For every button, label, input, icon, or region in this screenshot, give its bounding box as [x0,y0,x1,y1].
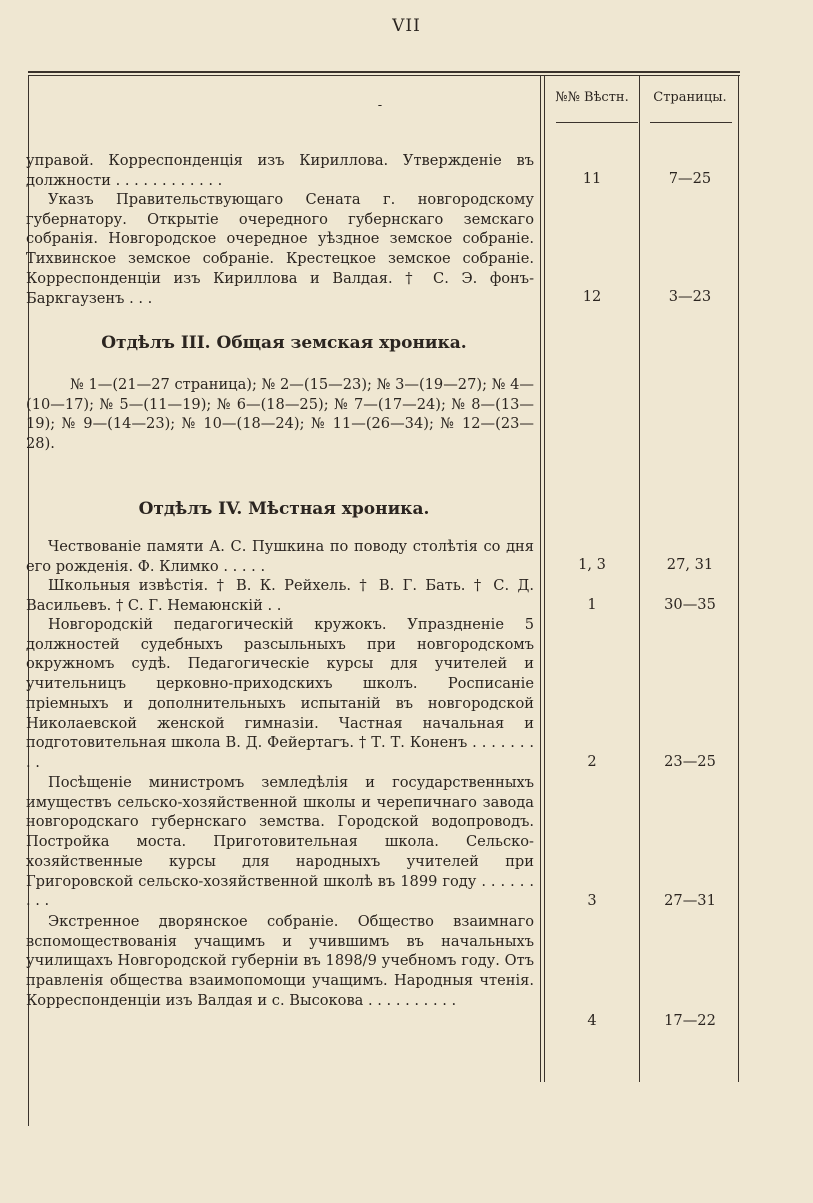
header-dash: - [377,98,383,113]
entry-vestnik: 11 [582,170,602,187]
entry-vestnik: 1, 3 [578,556,606,573]
top-rule [28,71,740,73]
header-underline-pages [650,122,732,123]
entry-pages: 30—35 [664,596,716,613]
col-divider-1b [544,76,545,1082]
entry-pages: 17—22 [664,1012,716,1029]
top-rule-2 [28,75,740,76]
entry-vestnik: 4 [587,1012,597,1029]
entry-vestnik: 12 [582,288,602,305]
entry-text: Посѣщеніе министромъ земледѣлія и государственныхъ имуществъ сельско-хозяйственной школы и черепичнаго завода новгородскаго губернскаго земства. Городской водопроводъ. Постройка моста. Приготовительная школа. Сельско-хозяйственные курсы для народныхъ учителей при Григоровской сельско-хозяйственной школѣ въ 1899 году . . . . . . . . . [26,774,534,910]
section-title: Отдѣлъ IV. Мѣстная хроника. [138,499,430,519]
entry-vestnik: 2 [587,753,597,770]
section-text: № 1—(21—27 страница); № 2—(15—23); № 3—(19—27); № 4—(10—17); № 5—(11—19); № 6—(18—25); № 7—(17—24); № 8—(13—19); № 9—(14—23); № 10—(18—24); № 11—(26—34); № 12—(23—28). [26,376,534,453]
header-underline-vestnik [556,122,638,123]
entry-pages: 23—25 [664,753,716,770]
header-pages: Страницы. [653,90,727,105]
entry-vestnik: 3 [587,892,597,909]
entry-text: Школьныя извѣстія. † В. К. Рейхель. † В. Г. Бать. † С. Д. Васильевъ. † С. Г. Немаюнскій . . [26,577,534,614]
col-divider-1 [540,76,541,1082]
section-title: Отдѣлъ III. Общая земская хроника. [101,333,467,353]
entry-vestnik: 1 [587,596,597,613]
entry-text: Чествованіе памяти А. С. Пушкина по поводу столѣтія со дня его рожденія. Ф. Климко . . . . . [26,538,534,575]
entry-pages: 7—25 [668,170,712,187]
entry-text: Экстренное дворянское собраніе. Общество взаимнаго вспомоществованія учащимъ и учившимъ въ начальныхъ училищахъ Новгородской губерніи въ 1898/9 учебномъ году. Отъ правленія общества взаимопомощи учащимъ. Народныя чтенія. Корреспонденціи изъ Валдая и с. Высокова . . . . . . . . . . [26,913,534,1009]
entry-text: управой. Корреспонденція изъ Кириллова. Утвержденіе въ должности . . . . . . . . . . . . [26,152,534,189]
entry-pages: 27, 31 [666,556,714,573]
col-divider-2 [639,76,640,1082]
entry-pages: 3—23 [668,288,712,305]
page-number: VII [392,16,421,36]
entry-pages: 27—31 [664,892,716,909]
right-border [738,76,739,1082]
entry-text: Новгородскій педагогическій кружокъ. Упраздненіе 5 должностей судебныхъ разсыльныхъ при новгородскомъ окружномъ судѣ. Педагогическіе курсы для учителей и учительницъ церковно-приходскихъ школъ. Росписаніе пріемныхъ и дополнительныхъ испытаній въ новгородской Николаевской женской гимназіи. Частная начальная и подготовительная школа В. Д. Фейертагъ. † Т. Т. Коненъ . . . . . . . . . [26,616,534,771]
header-vestnik: №№ Вѣстн. [555,90,629,105]
entry-text: Указъ Правительствующаго Сената г. новгородскому губернатору. Открытіе очередного губернскаго земскаго собранія. Новгородское очередное уѣздное земское собраніе. Тихвинское земское собраніе. Крестецкое земское собраніе. Корреспонденціи изъ Кириллова и Валдая. † С. Э. фонъ-Баркгаузенъ . . . [26,191,534,307]
